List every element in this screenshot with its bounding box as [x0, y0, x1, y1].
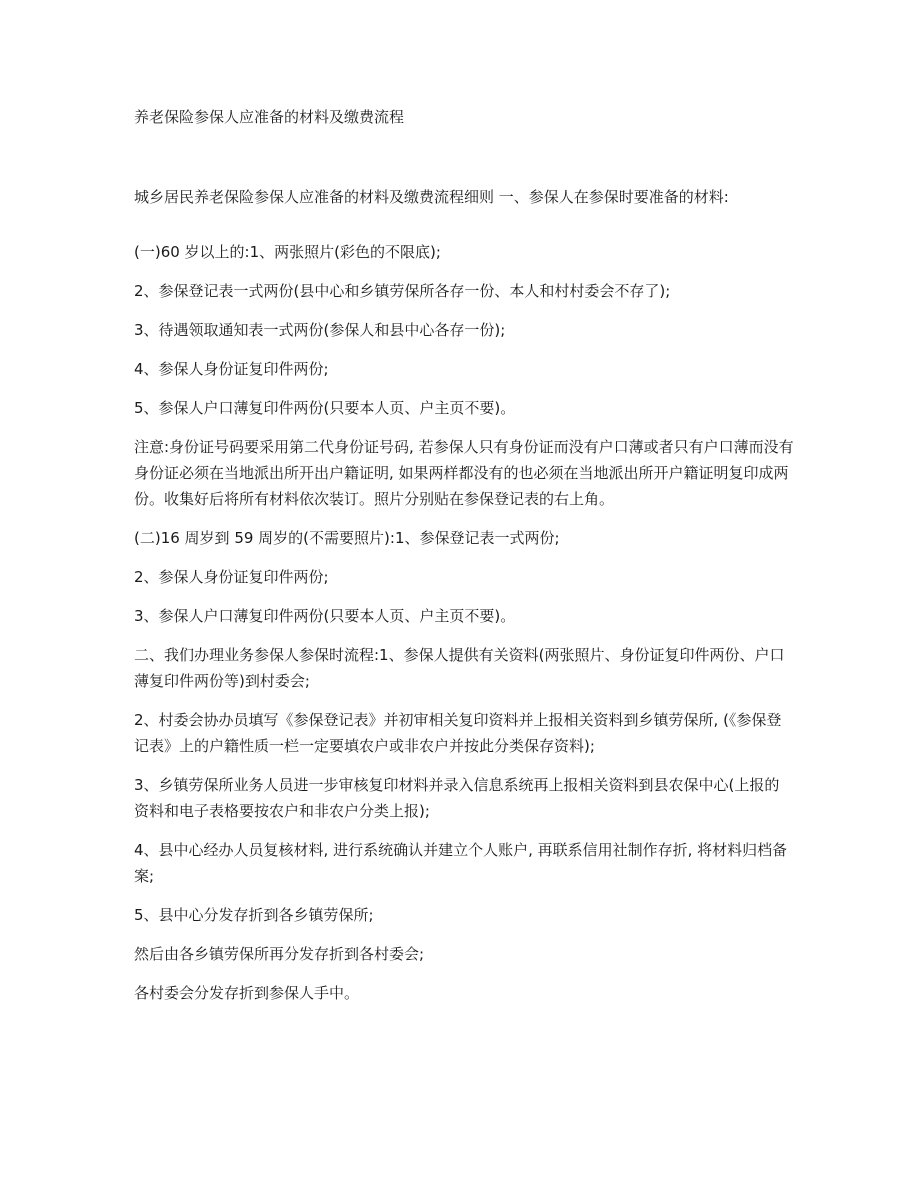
paragraph-registration-form: 2、参保登记表一式两份(县中心和乡镇劳保所各存一份、本人和村村委会不存了); — [134, 282, 671, 300]
paragraph-distribution-final: 各村委会分发存折到参保人手中。 — [134, 984, 360, 1002]
document-body — [134, 184, 794, 1019]
paragraph-benefit-notice: 3、待遇领取通知表一式两份(参保人和县中心各存一份); — [134, 321, 506, 339]
paragraph-process-step-3: 3、乡镇劳保所业务人员进一步审核复印材料并录入信息系统再上报相关资料到县农保中心(上报的资料和电子表格要按农户和非农户分类上报); — [134, 776, 780, 820]
paragraph-id-copy: 4、参保人身份证复印件两份; — [134, 360, 329, 378]
paragraph-household-copy-2: 3、参保人户口薄复印件两份(只要本人页、户主页不要)。 — [134, 607, 516, 625]
paragraph-process-step-5: 5、县中心分发存折到各乡镇劳保所; — [134, 906, 374, 924]
paragraph-process-step-2: 2、村委会协办员填写《参保登记表》并初审相关复印资料并上报相关资料到乡镇劳保所, (《参保登记表》上的户籍性质一栏一定要填农户或非农户并按此分类保存资料); — [134, 711, 782, 755]
paragraph-id-copy-2: 2、参保人身份证复印件两份; — [134, 568, 329, 586]
paragraph-16-to-59: (二)16 周岁到 59 周岁的(不需要照片):1、参保登记表一式两份; — [134, 529, 560, 547]
paragraph-process-step-4: 4、县中心经办人员复核材料, 进行系统确认并建立个人账户, 再联系信用社制作存折, 将材料归档备案; — [134, 841, 788, 885]
paragraph-note: 注意:身份证号码要采用第二代身份证号码, 若参保人只有身份证而没有户口薄或者只有户口薄而没有身份证必须在当地派出所开出户籍证明, 如果两样都没有的也必须在当地派出所开户籍证明复印成两份。收集好后将所有材料依次装订。照片分别贴在参保登记表的右上角。 — [134, 438, 794, 508]
document-title: 养老保险参保人应准备的材料及缴费流程 — [134, 108, 405, 126]
intro-paragraph: 城乡居民养老保险参保人应准备的材料及缴费流程细则 一、参保人在参保时要准备的材料: — [134, 188, 729, 206]
paragraph-process-step-1: 二、我们办理业务参保人参保时流程:1、参保人提供有关资料(两张照片、身份证复印件两份、户口薄复印件两份等)到村委会; — [134, 646, 785, 690]
paragraph-over-60-photos: (一)60 岁以上的:1、两张照片(彩色的不限底); — [134, 243, 441, 261]
paragraph-household-copy: 5、参保人户口薄复印件两份(只要本人页、户主页不要)。 — [134, 399, 516, 417]
paragraph-distribution-village: 然后由各乡镇劳保所再分发存折到各村委会; — [134, 945, 425, 963]
